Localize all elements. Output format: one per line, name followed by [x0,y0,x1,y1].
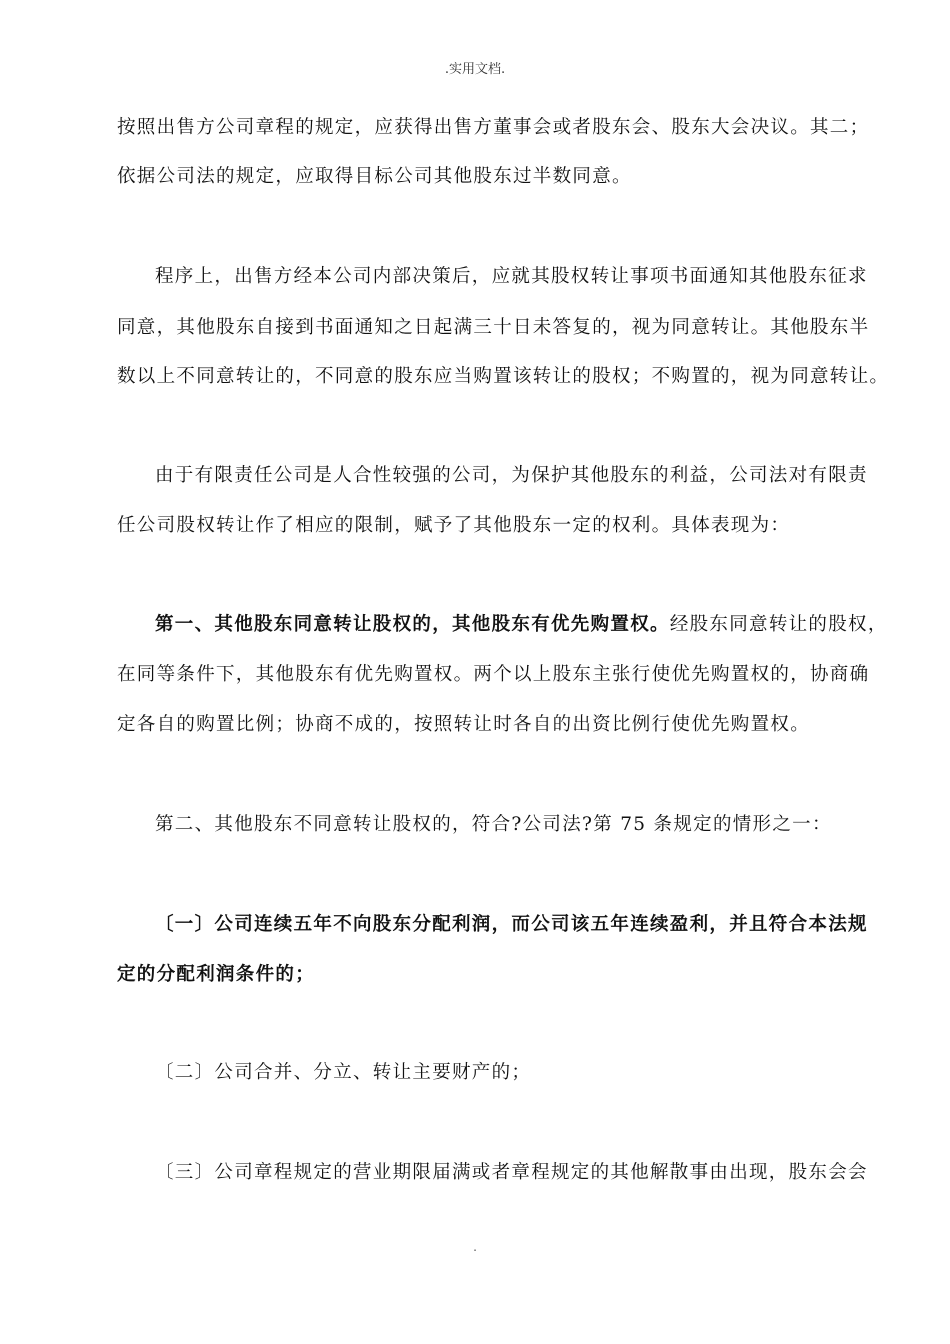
paragraph-2-line-2: 同意，其他股东自接到书面通知之日起满三十日未答复的，视为同意转让。其他股东半 [117,317,870,338]
paragraph-3-line-2: 任公司股权转让作了相应的限制，赋予了其他股东一定的权利。具体表现为： [117,515,791,536]
paragraph-4-line-1-rest: 经股东同意转让的股权， [669,614,888,635]
page-header: .实用文档. [444,62,506,77]
paragraph-2-line-3: 数以上不同意转让的，不同意的股东应当购置该转让的股权；不购置的，视为同意转让。 [117,366,890,387]
paragraph-4-line-2: 在同等条件下，其他股东有优先购置权。两个以上股东主张行使优先购置权的，协商确 [117,664,870,685]
paragraph-1-line-2: 依据公司法的规定，应取得目标公司其他股东过半数同意。 [117,166,632,187]
paragraph-6-line-1: 〔一〕公司连续五年不向股东分配利润，而公司该五年连续盈利，并且符合本法规 [155,914,868,935]
paragraph-5-line-1: 第二、其他股东不同意转让股权的，符合?公司法?第 75 条规定的情形之一： [155,814,832,835]
paragraph-6-line-2: 定的分配利润条件的； [117,964,316,985]
paragraph-7-line-1: 〔二〕公司合并、分立、转让主要财产的； [155,1062,532,1083]
paragraph-1-line-1: 按照出售方公司章程的规定，应获得出售方董事会或者股东会、股东大会决议。其二； [117,117,870,138]
paragraph-8-line-1: 〔三〕公司章程规定的营业期限届满或者章程规定的其他解散事由出现，股东会会 [155,1162,868,1183]
paragraph-4-line-1 [155,610,888,636]
paragraph-3-line-1: 由于有限责任公司是人合性较强的公司，为保护其他股东的利益，公司法对有限责 [155,465,868,486]
paragraph-2-line-1: 程序上，出售方经本公司内部决策后，应就其股权转让事项书面通知其他股东征求 [155,266,868,287]
paragraph-4-line-3: 定各自的购置比例；协商不成的，按照转让时各自的出资比例行使优先购置权。 [117,714,811,735]
paragraph-4-bold-heading: 第一、其他股东同意转让股权的，其他股东有优先购置权。 [155,614,670,635]
page-footer: . [473,1240,477,1254]
